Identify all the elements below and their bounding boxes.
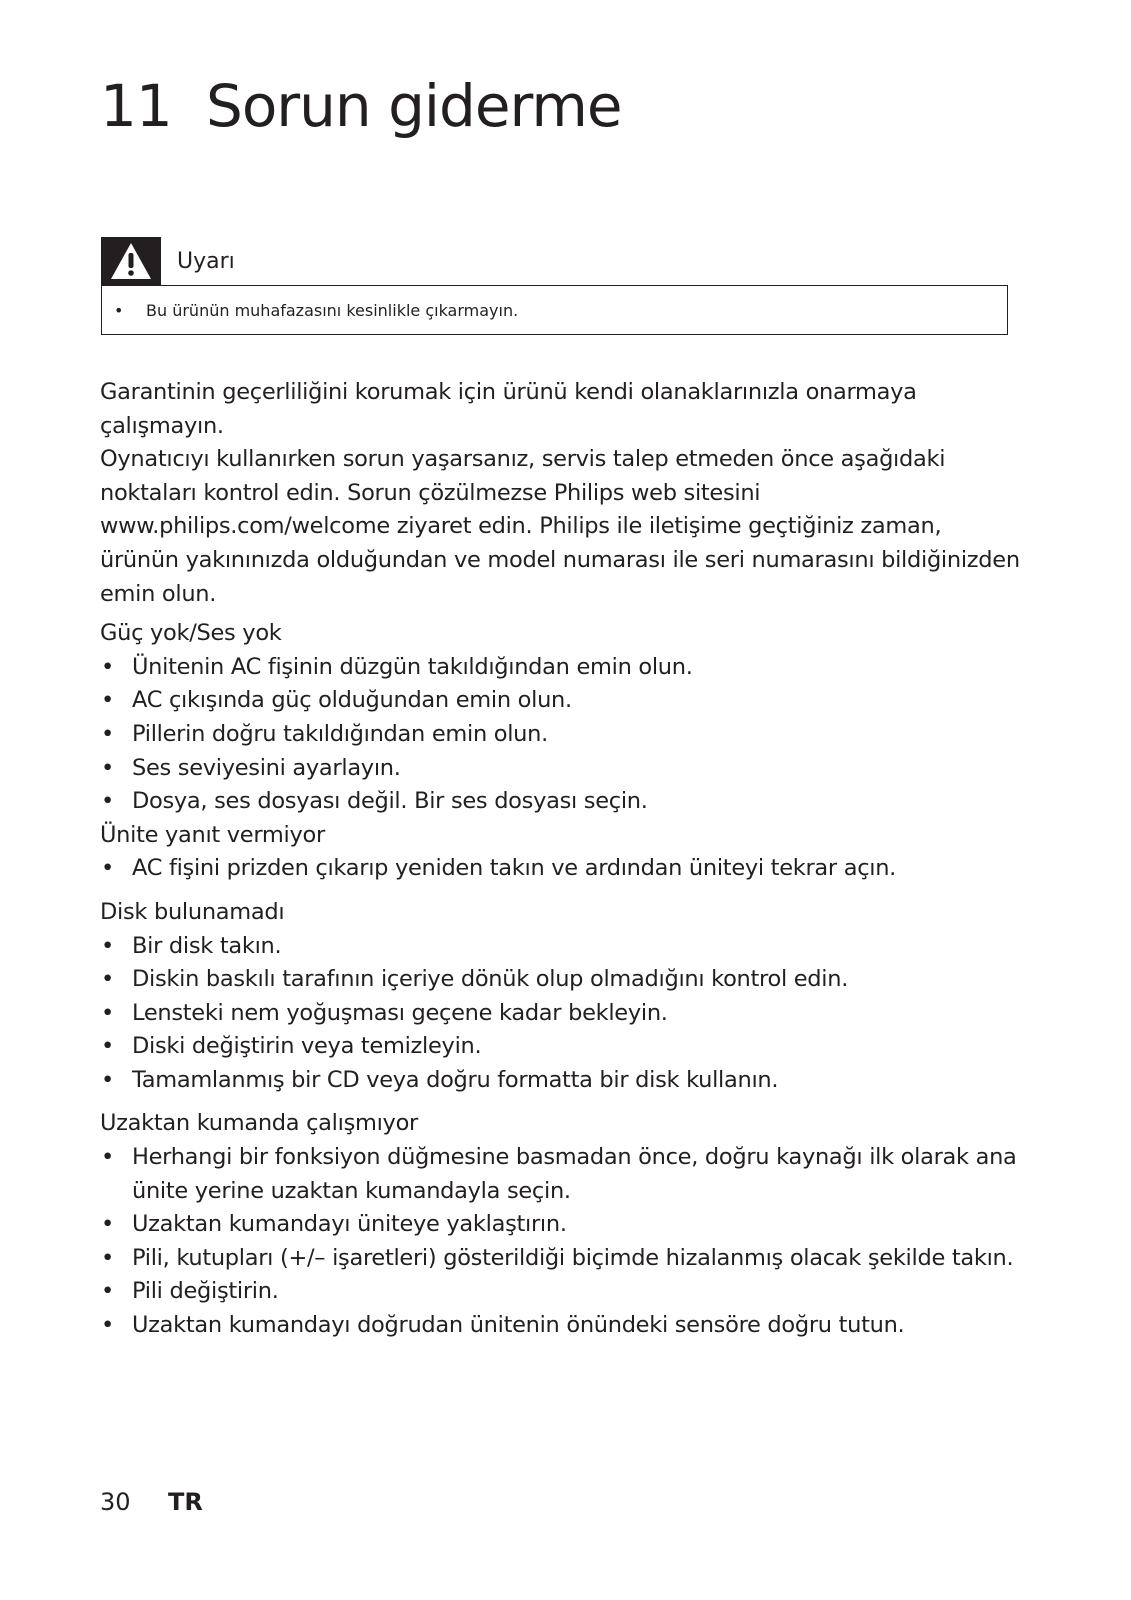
section-list-no-response (100, 852, 1020, 886)
section-list-no-power (100, 651, 1020, 819)
list-item: • Tamamlanmış bir CD veya doğru formatta bir disk kullanın. (100, 1064, 1020, 1098)
page-footer (100, 1488, 203, 1516)
list-item: • Uzaktan kumandayı doğrudan ünitenin önündeki sensöre doğru tutun. (100, 1309, 1020, 1343)
list-item: • Uzaktan kumandayı üniteye yaklaştırın. (100, 1208, 1020, 1242)
list-item: • Bir disk takın. (100, 930, 1020, 964)
list-item: • AC çıkışında güç olduğundan emin olun. (100, 684, 1020, 718)
language-code: TR (168, 1488, 203, 1516)
bullet-icon: • (114, 300, 124, 320)
section-title-no-disc: Disk bulunamadı (100, 898, 285, 925)
list-item: • Dosya, ses dosyası değil. Bir ses dosyası seçin. (100, 785, 1020, 819)
list-item: • Diskin baskılı tarafının içeriye dönük olup olmadığını kontrol edin. (100, 963, 1020, 997)
chapter-number: 11 (100, 72, 172, 140)
list-item: • Ses seviyesini ayarlayın. (100, 752, 1020, 786)
main-content (100, 376, 1020, 1343)
list-item: • Herhangi bir fonksiyon düğmesine basmadan önce, doğru kaynağı ilk olarak ana ünite yerine uzaktan kumandayla seçin. (100, 1141, 1020, 1208)
warning-box (101, 285, 1008, 335)
warning-item: Bu ürünün muhafazasını kesinlikle çıkarmayın. (146, 300, 519, 320)
list-item: • Pili, kutupları (+/– işaretleri) gösterildiği biçimde hizalanmış olacak şekilde takın. (100, 1242, 1020, 1276)
list-item: • Diski değiştirin veya temizleyin. (100, 1030, 1020, 1064)
list-item: • Pili değiştirin. (100, 1275, 1020, 1309)
chapter-title (100, 72, 622, 140)
intro-paragraph: Garantinin geçerliliğini korumak için ürünü kendi olanaklarınızla onarmaya çalışmayın. (100, 379, 917, 439)
section-title-remote: Uzaktan kumanda çalışmıyor (100, 1110, 418, 1137)
warning-callout (101, 237, 1008, 335)
list-item: • Pillerin doğru takıldığından emin olun. (100, 718, 1020, 752)
section-title-no-response: Ünite yanıt vermiyor (100, 821, 325, 848)
warning-header (101, 237, 1008, 285)
section-list-no-disc (100, 930, 1020, 1098)
warning-label: Uyarı (177, 248, 235, 274)
list-item: • Ünitenin AC fişinin düzgün takıldığından emin olun. (100, 651, 1020, 685)
section-title-no-power: Güç yok/Ses yok (100, 620, 282, 647)
list-item: • AC fişini prizden çıkarıp yeniden takın ve ardından üniteyi tekrar açın. (100, 852, 1020, 886)
page-number: 30 (100, 1488, 131, 1516)
warning-triangle-icon (101, 237, 161, 285)
intro-paragraph: Oynatıcıyı kullanırken sorun yaşarsanız, servis talep etmeden önce aşağıdaki noktaları kontrol edin. Sorun çözülmezse Philips web sitesini www.philips.com/welcome ziyaret edin. Philips ile iletişime geçtiğiniz zaman, ürünün yakınınızda olduğundan ve model numarası ile seri numarasını bildiğinizden emin olun. (100, 446, 1020, 607)
list-item: • Lensteki nem yoğuşması geçene kadar bekleyin. (100, 997, 1020, 1031)
chapter-title-text: Sorun giderme (206, 72, 622, 140)
section-list-remote (100, 1141, 1020, 1343)
